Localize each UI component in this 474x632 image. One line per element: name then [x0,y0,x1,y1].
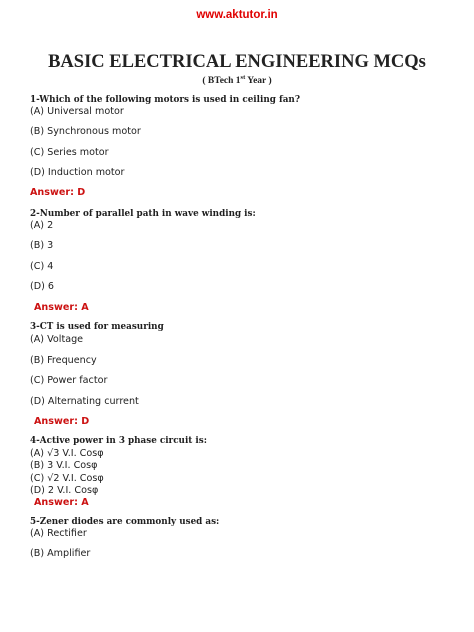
q3-option-b: (B) Frequency [30,355,97,366]
q3-option-c: (C) Power factor [30,375,108,386]
page-subtitle [0,74,474,86]
q2-option-d: (D) 6 [30,281,55,292]
q2-answer: Answer: A [34,302,89,313]
q2-option-b: (B) 3 [30,240,54,251]
q3-answer: Answer: D [34,416,90,427]
subtitle-text: ( BTech 1 [202,76,241,87]
q4-option-b: (B) 3 V.I. Cosφ [30,460,98,471]
q1-option-c: (C) Series motor [30,147,109,158]
q4-option-c: (C) √2 V.I. Cosφ [30,473,104,484]
q1-option-a: (A) Universal motor [30,106,124,117]
q4-answer: Answer: A [34,497,89,508]
q1-answer: Answer: D [30,187,86,198]
question-2: 2-Number of parallel path in wave winding is: [30,209,256,219]
page-title: BASIC ELECTRICAL ENGINEERING MCQs [48,52,426,72]
q2-option-a: (A) 2 [30,220,54,231]
question-3: 3-CT is used for measuring [30,322,164,332]
question-4: 4-Active power in 3 phase circuit is: [30,436,207,446]
q3-option-d: (D) Alternating current [30,396,139,407]
question-1: 1-Which of the following motors is used in ceiling fan? [30,95,300,105]
site-url: www.aktutor.in [196,9,278,21]
subtitle-text-end: Year ) [245,76,272,87]
q4-option-a: (A) √3 V.I. Cosφ [30,448,104,459]
question-5: 5-Zener diodes are commonly used as: [30,517,220,527]
q2-option-c: (C) 4 [30,261,54,272]
q5-option-a: (A) Rectifier [30,528,87,539]
subtitle-superscript: st [240,74,246,81]
q1-option-b: (B) Synchronous motor [30,126,141,137]
q3-option-a: (A) Voltage [30,334,84,345]
q5-option-b: (B) Amplifier [30,548,91,559]
q4-option-d: (D) 2 V.I. Cosφ [30,485,99,496]
q1-option-d: (D) Induction motor [30,167,125,178]
